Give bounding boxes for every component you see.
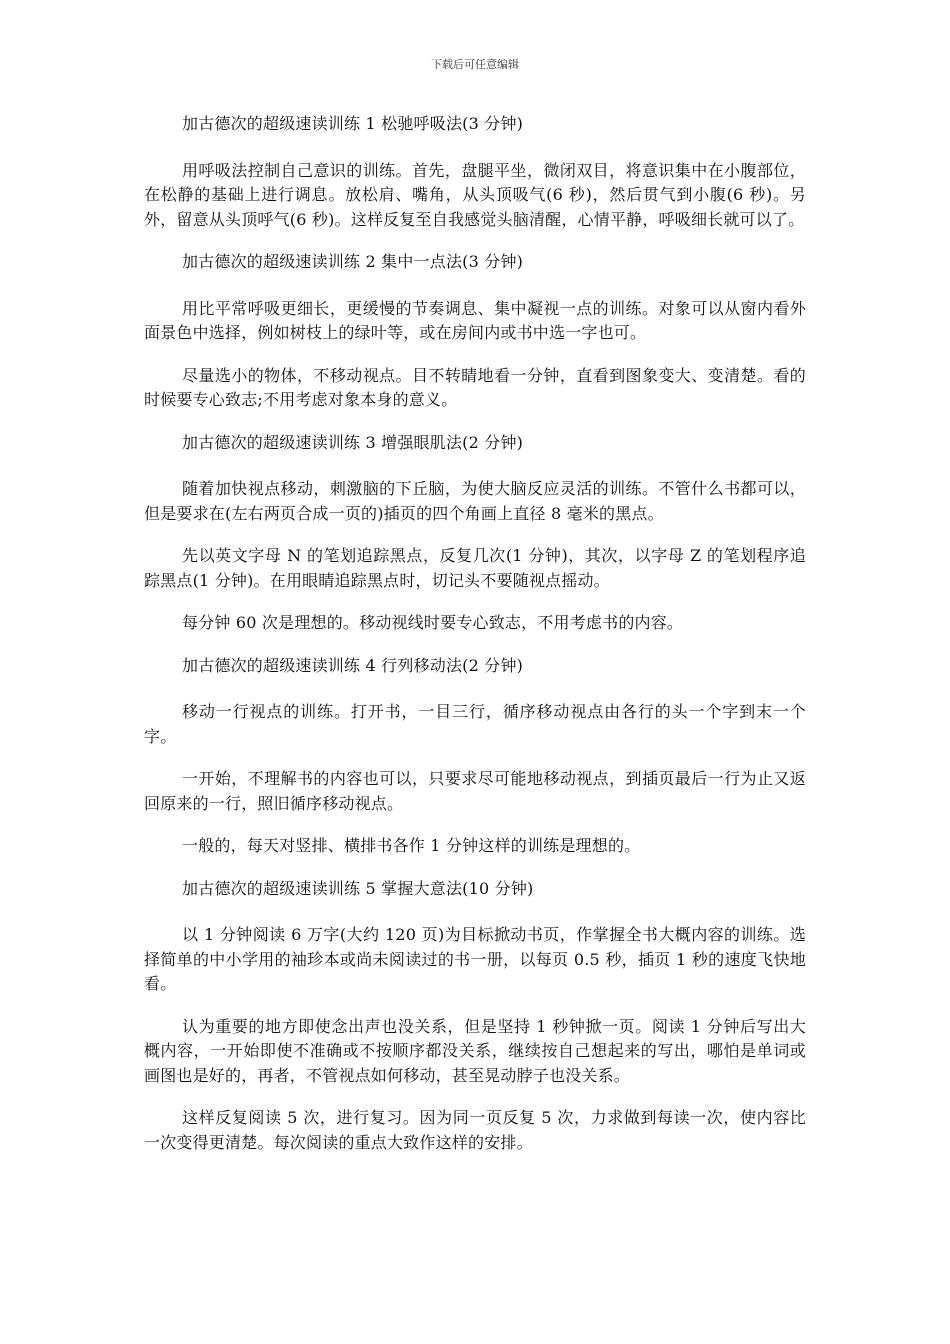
section-heading: 加古德次的超级速读训练 1 松驰呼吸法(3 分钟)	[182, 114, 524, 133]
body-paragraph: 以 1 分钟阅读 6 万字(大约 120 页)为目标掀动书页，作掌握全书大概内容的训练。选择简单的中小学用的袖珍本或尚未阅读过的书一册，以每页 0.5 秒，插页 1 秒的速度飞快地看。	[144, 925, 806, 993]
body-paragraph: 这样反复阅读 5 次，进行复习。因为同一页反复 5 次，力求做到每读一次，使内容比一次变得更清楚。每次阅读的重点大致作这样的安排。	[144, 1108, 806, 1152]
body-paragraph: 移动一行视点的训练。打开书，一目三行，循序移动视点由各行的头一个字到末一个字。	[144, 702, 806, 746]
body-paragraph: 随着加快视点移动，刺激脑的下丘脑，为使大脑反应灵活的训练。不管什么书都可以，但是要求在(左右两页合成一页的)插页的四个角画上直径 8 毫米的黑点。	[144, 479, 806, 523]
body-paragraph: 认为重要的地方即使念出声也没关系，但是坚持 1 秒钟掀一页。阅读 1 分钟后写出大概内容，一开始即使不准确或不按顺序都没关系，继续按自己想起来的写出，哪怕是单词或画图也是好的，再者，不管视点如何移动，甚至晃动脖子也没关系。	[144, 1016, 806, 1085]
body-paragraph: 用呼吸法控制自己意识的训练。首先，盘腿平坐，微闭双目，将意识集中在小腹部位，在松静的基础上进行调息。放松肩、嘴角，从头顶吸气(6 秒)，然后贯气到小腹(6 秒)。另外，留意从头顶呼气(6 秒)。这样反复至自我感觉头脑清醒，心情平静，呼吸细长就可以了。	[144, 160, 806, 229]
body-paragraph: 用比平常呼吸更细长，更缓慢的节奏调息、集中凝视一点的训练。对象可以从窗内看外面景色中选择，例如树枝上的绿叶等，或在房间内或书中选一字也可。	[144, 298, 806, 342]
body-paragraph: 一般的，每天对竖排、横排书各作 1 分钟这样的训练是理想的。	[182, 836, 641, 855]
section-heading: 加古德次的超级速读训练 3 增强眼肌法(2 分钟)	[182, 432, 524, 452]
header-note: 下载后可任意编辑	[431, 58, 519, 71]
body-paragraph: 尽量选小的物体，不移动视点。目不转睛地看一分钟，直看到图象变大、变清楚。看的时候要专心致志;不用考虑对象本身的意义。	[144, 365, 806, 409]
body-paragraph: 一开始，不理解书的内容也可以，只要求尽可能地移动视点，到插页最后一行为止又返回原来的一行，照旧循序移动视点。	[144, 769, 806, 813]
section-heading: 加古德次的超级速读训练 4 行列移动法(2 分钟)	[182, 655, 524, 675]
body-paragraph: 先以英文字母 N 的笔划追踪黑点，反复几次(1 分钟)，其次，以字母 Z 的笔划程序追踪黑点(1 分钟)。在用眼睛追踪黑点时，切记头不要随视点摇动。	[144, 546, 806, 590]
document-body	[144, 112, 806, 1173]
section-heading: 加古德次的超级速读训练 2 集中一点法(3 分钟)	[182, 252, 524, 271]
section-heading: 加古德次的超级速读训练 5 掌握大意法(10 分钟)	[182, 878, 534, 898]
body-paragraph: 每分钟 60 次是理想的。移动视线时要专心致志，不用考虑书的内容。	[182, 613, 684, 632]
